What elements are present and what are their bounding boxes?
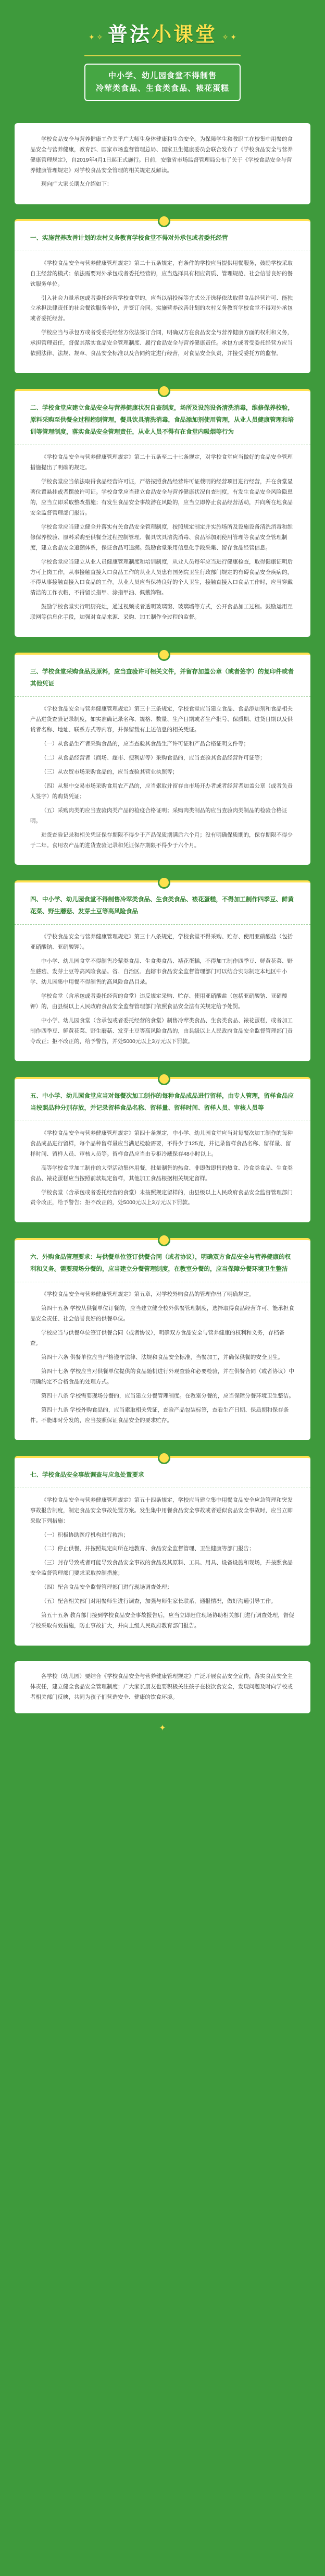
- section-paragraph: 《学校食品安全与营养健康管理规定》第二十五条规定，有条件的学校应当提供用餐服务，鼓励学校采取自主经营的模式；依法需要对外承包或者委托经营的，应当选择具有相应资质、管理规范、社会信誉良好的餐饮服务单位。: [30, 260, 293, 287]
- section-paragraph: 学校应当与供餐单位签订供餐合同（或者协议），明确双方食品安全与营养健康的权利和义务，存档备查。: [30, 1330, 285, 1347]
- section-paragraph: 学校应当与承包方或者受委托经营方依法签订合同，明确双方在食品安全与营养健康方面的权利和义务，承担管理责任，督促其落实食品安全管理制度、履行食品安全与营养健康责任。承包方或者受委托经营方应当依照法律、法规、规章、食品安全标准以及合同约定进行经营，对食品安全负责，并接受委托方的监督。: [30, 329, 293, 357]
- section-paragraph: （一）积极协助医疗机构进行救治；: [41, 1531, 129, 1538]
- law-section: [15, 653, 310, 865]
- section-head: [15, 655, 310, 697]
- section-head: [15, 391, 310, 445]
- section-paragraph: 第四十六条 供餐单位应当严格遵守法律、法规和食品安全标准，当餐加工，并确保供餐的安全卫生。: [41, 1354, 283, 1361]
- law-section: [15, 1238, 310, 1440]
- section-heading: 一、实施营养改善计划的农村义务教育学校食堂不得对外承包或者委托经营: [30, 235, 228, 241]
- section-paragraph: （三）从农贸市场采购食品的，应当查验其营业执照等；: [41, 768, 178, 775]
- sparkle-left-icon: ✦ ✧: [89, 33, 103, 41]
- law-section: [15, 1077, 310, 1223]
- intro-paragraph: 现向广大家长朋友介绍如下：: [41, 180, 113, 187]
- section-paragraph: （五）采购肉类的应当查验肉类产品的检疫合格证明；采购肉类制品的应当查验肉类制品的检验合格证明。: [30, 807, 288, 824]
- closing-paragraph: 各学校（幼儿园）要结合《学校食品安全与营养健康管理规定》广泛开展食品安全宣传，落实食品安全主体责任，建立健全食品安全管理制度；广大家长朋友也要积极关注孩子在校饮食安全，发现问题及时向学校或者相关部门反映，共同为孩子们营造安全、健康的饮食环境。: [30, 1673, 293, 1700]
- section-paragraph: （一）从食品生产者采购食品的，应当查验其食品生产许可证和产品合格证明文件等；: [41, 741, 249, 747]
- bottom-sparkle-icon: ✦: [159, 1723, 166, 1733]
- section-head: [15, 1458, 310, 1488]
- section-heading: 六、外购食品管理要求：与供餐单位签订供餐合同（或者协议），明确双方食品安全与营养健康的权利和义务。需要现场分餐的，应当建立分餐管理制度，在教室分餐的，应当保障分餐环境卫生整洁: [30, 1254, 291, 1273]
- section-paragraph: 引入社会力量承包或者委托经营学校食堂的，应当以招投标等方式公开选择依法取得食品经营许可、能独立承担法律责任的社会餐饮服务单位，并签订合同。实施营养改善计划的农村义务教育学校食堂不得对外承包或者委托经营。: [30, 295, 293, 322]
- subtitle-line-1: 中小学、幼儿园食堂不得制售: [108, 71, 217, 80]
- section-paragraph: （五）配合相关部门对用餐师生进行调查，加强与师生家长联系，通报情况，做好沟通引导工作。: [41, 1598, 277, 1605]
- title-prefix: 普法: [107, 24, 152, 46]
- section-paragraph: 《学校食品安全与营养健康管理规定》第三十三条规定，学校食堂应当建立食品、食品添加剂和食品相关产品进货查验记录制度，如实准确记录名称、规格、数量、生产日期或者生产批号、保质期、进货日期以及供货者名称、地址、联系方式等内容，并保留载有上述信息的相关凭证。: [30, 706, 293, 733]
- section-paragraph: 学校食堂应当建立健全并落实有关食品安全管理制度，按照规定制定并实施场所及设施设备清洗消毒和维修保养校验、原料采购至供餐全过程控制管理、餐具饮具清洗消毒、食品添加剂使用管理等食品安全管理制度，建立食品安全追溯体系，保证食品可追溯。鼓励食堂采用信息化手段采集、留存食品经营信息。: [30, 523, 293, 551]
- closing-card: [15, 1661, 310, 1713]
- section-paragraph: 《学校食品安全与营养健康管理规定》第四十条规定，中小学、幼儿园食堂应当对每餐次加工制作的每种食品成品进行留样，每个品种留样量应当满足检验需要，不得少于125克，并记录留样食品名称、留样量、留样时间、留样人员、审核人员等。留样食品应当由专柜冷藏保存48小时以上。: [30, 1130, 293, 1157]
- law-section: [15, 219, 310, 373]
- sparkle-right-icon: ✧ ✦: [222, 33, 236, 41]
- section-head: [15, 221, 310, 251]
- section-paragraph: 第四十五条 学校从供餐单位订餐的，应当建立健全校外供餐管理制度，选择取得食品经营许可、能承担食品安全责任、社会信誉良好的供餐单位。: [30, 1305, 294, 1322]
- subtitle-box: [84, 64, 241, 101]
- section-paragraph: 鼓励学校食堂实行明厨亮灶，通过视频或者透明玻璃窗、玻璃墙等方式，公开食品加工过程。鼓励运用互联网等信息化手段，加强对食品来源、采购、加工制作全过程的监督。: [30, 604, 293, 621]
- section-head: [15, 1240, 310, 1282]
- section-paragraph: （二）停止供餐，并按照规定向所在地教育、食品安全监督管理、卫生健康等部门报告；: [41, 1545, 255, 1552]
- section-paragraph: 高等学校食堂加工制作的大型活动集体用餐，批量制售的热食、非即做即售的热食、冷食类食品、生食类食品、裱花蛋糕应当按照前款规定留样，其他加工食品根据相关规定留样。: [30, 1164, 293, 1182]
- law-section: [15, 880, 310, 1061]
- section-paragraph: 学校食堂应当建立从业人员健康管理制度和培训制度，从业人员每年应当进行健康检查，取得健康证明后方可上岗工作，从事接触直接入口食品工作的从业人员患有国务院卫生行政部门规定的有碍食品安全疾病的，不得从事接触直接入口食品的工作。从业人员应当保持良好的个人卫生，接触直接入口食品工作时，应当穿戴清洁的工作衣帽，不得留长指甲、涂指甲油、佩戴饰物。: [30, 558, 293, 596]
- section-paragraph: 《学校食品安全与营养健康管理规定》第二十五条至二十七条规定，对学校食堂应当做好的食品安全管理措施提出了明确的规定。: [30, 454, 293, 471]
- section-body: [15, 702, 310, 851]
- section-paragraph: （四）配合食品安全监督管理部门进行现场调查处理；: [41, 1584, 172, 1591]
- section-paragraph: 《学校食品安全与营养健康管理规定》第五章，对学校外购食品的管理作出了明确规定。: [41, 1291, 255, 1298]
- section-body: [15, 930, 310, 1047]
- page-title: [108, 19, 217, 51]
- section-paragraph: （四）从集中交易市场采购食用农产品的，应当索取并留存由市场开办者或者经营者加盖公章（或者负责人签字）的购货凭证；: [30, 782, 293, 800]
- section-head: [15, 1079, 310, 1121]
- section-heading: 七、学校食品安全事故调查与应急处置要求: [30, 1471, 144, 1478]
- section-paragraph: 《学校食品安全与营养健康管理规定》第三十八条规定，学校食堂不得采购、贮存、使用亚硝酸盐（包括亚硝酸钠、亚硝酸钾）。: [30, 934, 293, 951]
- section-head: [15, 882, 310, 925]
- section-paragraph: （二）从食品经营者（商场、超市、便利店等）采购食品的，应当查验其食品经营许可证等；: [41, 754, 266, 761]
- section-paragraph: 第四十七条 学校应当对供餐单位提供的食品随机进行外观查验和必要检验，并在供餐合同（或者协议）中明确约定不合格食品的处理方式。: [30, 1368, 294, 1385]
- law-section: [15, 389, 310, 637]
- section-paragraph: 中小学、幼儿园食堂（含承包或者委托经营的食堂）制售冷荤类食品、生食类食品、裱花蛋糕，或者加工制作四季豆、鲜黄花菜、野生蘑菇、发芽土豆等高风险食品的，由县级以上人民政府食品安全监督管理部门责令改正；拒不改正的，给予警告，并处5000元以上3万元以下罚款。: [30, 1017, 293, 1045]
- header-divider: [84, 55, 241, 56]
- section-paragraph: （三）封存导致或者可能导致食品安全事故的食品及其原料、工具、用具、设备设施和现场，并按照食品安全监督管理部门要求采取控制措施；: [30, 1560, 293, 1577]
- section-body: [15, 1493, 310, 1632]
- law-section: [15, 1456, 310, 1646]
- section-paragraph: 中小学、幼儿园食堂不得制售冷荤类食品、生食类食品、裱花蛋糕，不得加工制作四季豆、鲜黄花菜、野生蘑菇、发芽土豆等高风险食品。省、自治区、直辖市食品安全监督管理部门可以结合实际制定本地区中小学、幼儿园集中用餐不得制售的高风险食品目录。: [30, 958, 293, 986]
- section-body: [15, 450, 310, 623]
- section-paragraph: 第五十五条 教育部门接到学校食品安全事故报告后，应当立即赶往现场协助相关部门进行调查处理，督促学校采取有效措施，防止事故扩大，并向上级人民政府教育部门报告。: [30, 1612, 294, 1629]
- section-heading: 三、学校食堂采购食品及原料，应当查验许可相关文件，并留存加盖公章（或者签字）的复印件或者其他凭证: [30, 669, 294, 688]
- section-paragraph: 第四十八条 学校需要现场分餐的，应当建立分餐管理制度。在教室分餐的，应当保障分餐环境卫生整洁。: [41, 1392, 294, 1399]
- header-title-wrap: [0, 19, 325, 51]
- section-body: [15, 256, 310, 359]
- intro-paragraph: 学校食品安全与营养健康工作关乎广大师生身体健康和生命安全。为保障学生和教职工在校集中用餐的食品安全与营养健康，教育部、国家市场监督管理总局、国家卫生健康委员会联合发布了《学校食品安全与营养健康管理规定》，自2019年4月1日起正式施行。日前，安徽省市场监督管理局公布了关于《学校食品安全与营养健康管理规定》对学校食品安全管理的相关规定及解读。: [30, 136, 293, 174]
- header-banner: [0, 0, 325, 123]
- title-suffix: 小课堂: [152, 24, 218, 46]
- section-paragraph: 第四十九条 学校外购食品的，应当索取相关凭证，查验产品包装标签，查看生产日期、保质期和保存条件。不能即时分发的，应当按照保证食品安全的要求贮存。: [30, 1406, 289, 1424]
- sections-container: [0, 219, 325, 1646]
- subtitle-line-2: 冷荤类食品、生食类食品、裱花蛋糕: [95, 84, 229, 93]
- section-paragraph: 学校食堂（含承包或者委托经营的食堂）未按照规定留样的，由县级以上人民政府食品安全监督管理部门责令改正，给予警告；拒不改正的，处5000元以上3万元以下罚款。: [30, 1189, 293, 1206]
- section-heading: 四、中小学、幼儿园食堂不得制售冷荤类食品、生食类食品、裱花蛋糕，不得加工制作四季豆、鲜黄花菜、野生蘑菇、发芽土豆等高风险食品: [30, 897, 294, 915]
- section-body: [15, 1126, 310, 1209]
- section-paragraph: 《学校食品安全与营养健康管理规定》第五十四条规定，学校应当建立集中用餐食品安全应急管理和突发事故报告制度，制定食品安全事故处置方案。发生集中用餐食品安全事故或者疑似食品安全事故时，应当立即采取下列措施：: [30, 1496, 293, 1524]
- section-body: [15, 1287, 310, 1426]
- section-heading: 二、学校食堂应建立食品安全与营养健康状况自查制度，场所及设施设备清洗消毒，维修保养校验，原料采购至供餐全过程控制管理，餐具饮具清洗消毒，食品添加剂使用管理，从业人员健康管理和培训等管理制度，落实食品安全管理责任，从业人员不得有在食堂内吸烟等行为: [30, 405, 294, 436]
- section-paragraph: 进货查验记录和相关凭证保存期限不得少于产品保质期满后六个月；没有明确保质期的，保存期限不得少于二年。食用农产品的进货查验记录和凭证保存期限不得少于六个月。: [30, 831, 293, 849]
- section-paragraph: 学校食堂应当依法取得食品经营许可证，严格按照食品经营许可证载明的经营项目进行经营，并在食堂显著位置悬挂或者摆放许可证。学校食堂应当建立食品安全与营养健康状况自查制度，有发生食品安全风险隐患的，应当立即采取整改措施；有发生食品安全事故潜在风险的，应当立即停止食品经营活动，并向所在地食品安全监督管理部门报告。: [30, 479, 293, 516]
- intro-card: [15, 123, 310, 204]
- section-heading: 五、中小学、幼儿园食堂应当对每餐次加工制作的每种食品成品进行留样，由专人管理，留样食品应当按照品种分别存放，并记录留样食品名称、留样量、留样时间、留样人员、审核人员等: [30, 1093, 294, 1111]
- section-paragraph: 学校食堂（含承包或者委托经营的食堂）违反规定采购、贮存、使用亚硝酸盐（包括亚硝酸钠、亚硝酸钾）的，由县级以上人民政府食品安全监督管理部门依照食品安全法有关规定给予处罚。: [30, 993, 288, 1010]
